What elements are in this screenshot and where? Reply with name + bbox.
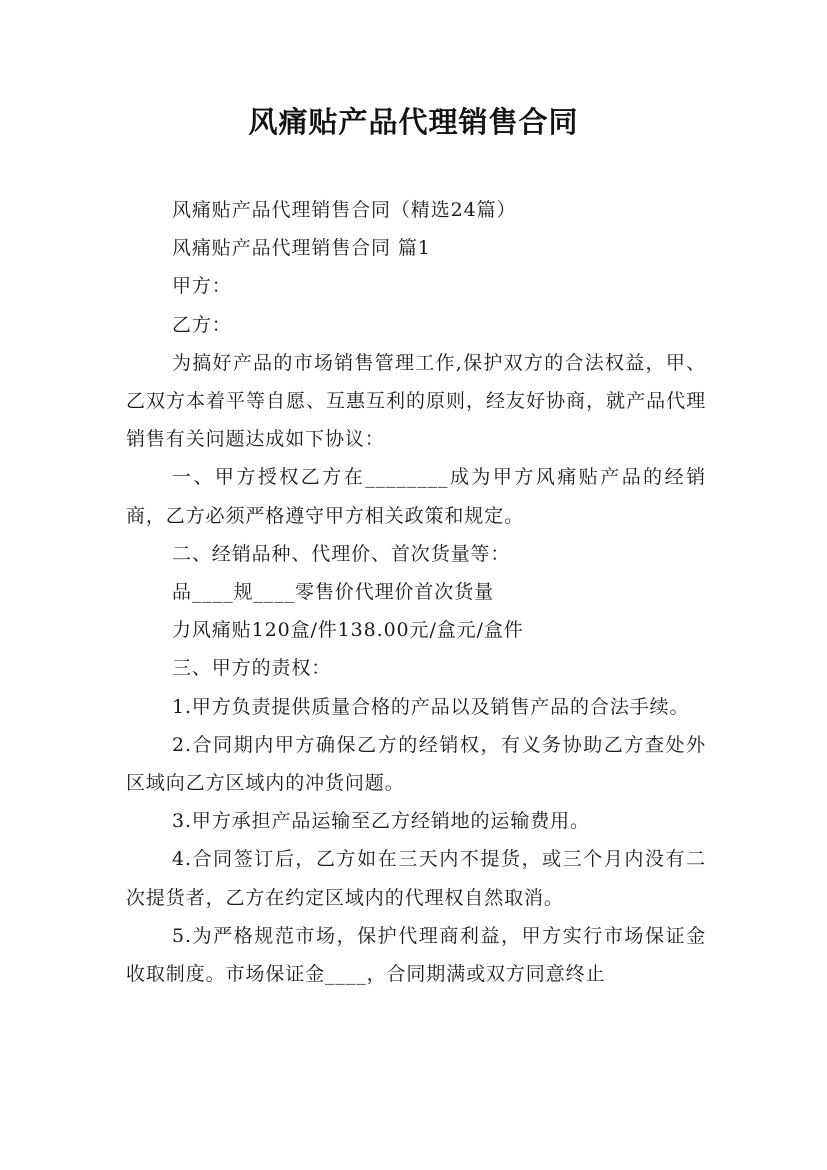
paragraph-product-row: 力风痛贴120盒/件138.00元/盒元/盒件 <box>172 619 524 642</box>
paragraph-item-4: 4.合同签订后，乙方如在三天内不提货，或三个月内没有二次提货者，乙方在约定区域内的代理权自然取消。 <box>126 848 706 909</box>
paragraph-preamble: 为搞好产品的市场销售管理工作,保护双方的合法权益，甲、乙双方本着平等自愿、互惠互利的原则，经友好协商，就产品代理销售有关问题达成如下协议： <box>126 351 706 451</box>
paragraph-heading: 风痛贴产品代理销售合同（精选24篇） <box>172 199 517 221</box>
paragraph-item-3: 3.甲方承担产品运输至乙方经销地的运输费用。 <box>172 810 590 833</box>
paragraph-item-5: 5.为严格规范市场，保护代理商利益，甲方实行市场保证金收取制度。市场保证金____，合同期满或双方同意终止 <box>126 924 706 986</box>
paragraph-clause-2: 二、经销品种、代理价、首次货量等： <box>172 542 511 565</box>
paragraph-item-1: 1.甲方负责提供质量合格的产品以及销售产品的合法手续。 <box>172 695 690 718</box>
paragraph-section-title: 风痛贴产品代理销售合同 篇1 <box>172 237 431 260</box>
paragraph-product-header: 品____规____零售价代理价首次货量 <box>172 581 495 604</box>
document-title: 风痛贴产品代理销售合同 <box>248 105 579 139</box>
paragraph-item-2: 2.合同期内甲方确保乙方的经销权，有义务协助乙方查处外区域向乙方区域内的冲货问题。 <box>126 733 706 795</box>
paragraph-clause-3: 三、甲方的责权： <box>172 657 332 680</box>
paragraph-party-a: 甲方： <box>172 275 232 298</box>
paragraph-clause-1: 一、甲方授权乙方在________成为甲方风痛贴产品的经销商，乙方必须严格遵守甲方相关政策和规定。 <box>126 466 706 527</box>
document-body <box>126 191 706 993</box>
paragraph-party-b: 乙方： <box>172 313 232 336</box>
